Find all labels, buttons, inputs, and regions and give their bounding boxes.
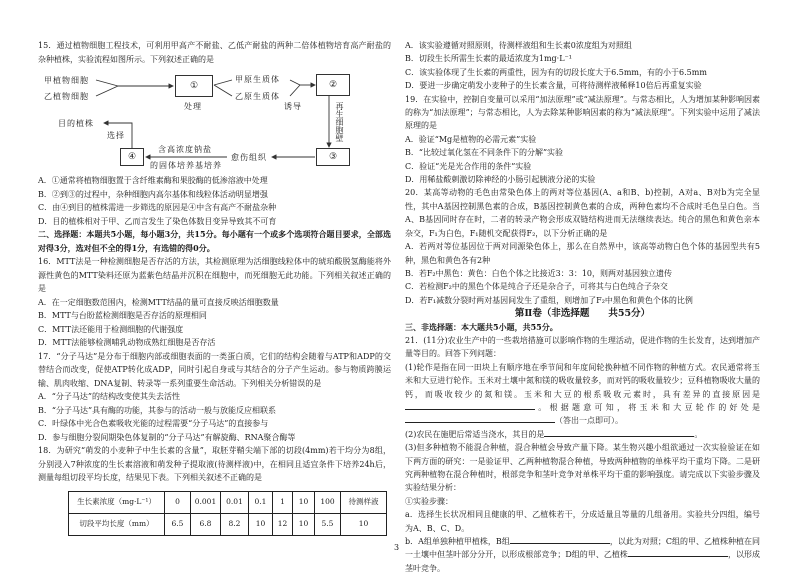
q20-option-c: C．若检测F₂中的黑色个体是纯合子还是杂合子，可将其与白色纯合子杂交 — [405, 282, 668, 292]
connector-plant-b — [96, 86, 118, 96]
q18-option-c: C．该实验体现了生长素的两重性，因为有的切段长度大于6.5mm，有的小于6.5mm — [405, 67, 707, 77]
table-cell: 100 — [315, 491, 341, 513]
part-2-heading: 第Ⅱ卷（非选择题 共55分） — [514, 308, 651, 320]
right-column — [405, 39, 761, 573]
q15-option-a: A．①通常将植物细胞置于含纤维素酶和果胶酶的低渗溶液中处理 — [38, 176, 268, 185]
answer-blank — [510, 535, 610, 544]
table-cell: 6.5 — [165, 513, 191, 535]
label-proto-a: 甲原生质体 — [235, 75, 280, 84]
label-plant-b: 乙植物细胞 — [44, 92, 89, 101]
table-cell: 12 — [273, 513, 293, 535]
connector-proto-b — [290, 85, 300, 96]
connector-proto-a — [290, 80, 300, 85]
table-cell: 10 — [293, 491, 315, 513]
label-proto-b: 乙原生质体 — [235, 92, 280, 101]
q18-stem: 18．为研究“萌发的小麦种子中生长素的含量”，取胚芽鞘尖端下部的切段(4mm)若干均分为8组，分别浸入7种浓度的生长素溶液和萌发种子提取液(待测样液)中，在相同且适宜条件下培养24h后，测量每组切段平均长度，结果见下表。下列相关叙述不正确的是 — [38, 446, 391, 482]
label-treat: 处理 — [184, 102, 202, 111]
q15-stem: 15．通过植物细胞工程技术，可利用甲高产不耐盐、乙低产耐盐的两种二倍体植物培育高产耐盐的杂种植株，实验流程如图所示。下列叙述正确的是 — [38, 41, 391, 64]
q21-steps-label: ①实验步骤： — [405, 496, 453, 506]
table-cell: 10 — [293, 513, 315, 535]
q21-part1-text: (1)轮作是指在同一田块上有顺序地在季节间和年度间轮换种植不同作物的种植方式。农民通常将玉米和大豆进行轮作。玉米对土壤中氮和镁的吸收量较多，而对钙的吸收量较少；豆科植物吸收大量的钙，而吸收较少的氮和镁。玉米和大豆的根系吸收元素时，具有差异的直接原因是 — [405, 362, 760, 399]
section-3-instructions: 三、非选择题：本大题共5小题，共55分。 — [405, 321, 558, 332]
q17-option-b: B．“分子马达”具有酶的功能，其参与的活动一般与放能反应相联系 — [38, 405, 277, 415]
q18-results-table — [68, 491, 387, 536]
q21-step-b-text: b．A组单独种植甲植株，B组 — [405, 537, 510, 547]
table-cell: 0 — [165, 491, 191, 513]
table-cell: 8.2 — [221, 513, 249, 535]
connector-plant-a — [96, 80, 118, 86]
q20-stem: 20．某高等动物的毛色由常染色体上的两对等位基因(A、a和B、b)控制，A对a、B对b为完全显性，其中A基因控制黑色素的合成，B基因控制黄色素的合成，两种色素均不合成时毛色呈白色。当A、B基因同时存在时，二者的转录产物会形成双链结构进而无法继续表达。纯合的黑色和黄色亲本杂交，F₁为白色，F₁随机交配获得F₂，以下分析正确的是 — [405, 188, 760, 238]
label-callus: 愈伤组织 — [231, 153, 267, 162]
table-cell: 待测样液 — [341, 491, 387, 513]
label-target-plant: 目的植株 — [58, 119, 94, 128]
connector-box1-proto-b — [214, 85, 232, 96]
table-cell: 10 — [249, 513, 273, 535]
table-cell: 0.01 — [221, 491, 249, 513]
q19-option-d: D．用稀盐酸刺激切除神经的小肠引起胰液分泌的实验 — [405, 175, 596, 185]
q16-option-c: C．MTT法还能用于检测细胞的代谢强度 — [38, 324, 184, 334]
answer-blank — [405, 414, 555, 423]
left-column — [38, 39, 391, 544]
q16-option-d: D．MTT法能够检测哺乳动物成熟红细胞是否存活 — [38, 338, 216, 347]
q16-option-b: B．MTT与台盼蓝检测细胞是否存活的原理相同 — [38, 311, 207, 320]
table-row-length — [69, 513, 387, 535]
q19-option-c: C．验证“光是光合作用的条件”实验 — [405, 161, 532, 171]
table-cell: 6.8 — [191, 513, 221, 535]
q21-stem: 21．(11分)农业生产中的一些栽培措施可以影响作物的生理活动，促进作物的生长发育，达到增加产量等目的。回答下列问题： — [405, 335, 760, 359]
q20-option-b: B．若F₂中黑色：黄色：白色个体之比接近3：3：10，则两对基因独立遗传 — [405, 268, 672, 278]
step-box-3: ③ — [316, 148, 350, 166]
connector-box1-proto-a — [214, 80, 232, 85]
q19-stem: 19．在实验中，控制自变量可以采用“加法原理”或“减法原理”。与常态相比，人为增加某种影响因素的称为“加法原理”；与常态相比，人为去除某种影响因素的称为“减法原理”。下列实验中运用了减法原理的是 — [405, 94, 760, 131]
step-box-4: ④ — [120, 148, 144, 166]
q18-option-d: D．要进一步确定萌发小麦种子的生长素含量，可将待测样液稀释10倍后再重复实验 — [405, 81, 702, 91]
q21-part-2 — [405, 428, 760, 441]
label-medium-line2: 的固体培养基培养 — [150, 161, 222, 170]
q19-option-b: B．“比较过氧化氢在不同条件下的分解”实验 — [405, 148, 564, 158]
q21-step-b — [405, 535, 760, 575]
q21-step-b-text: ，以此为对照；C组的甲、乙植株种植在同一土壤中但茎叶部分分开，以形成根部竞争；D组的甲、乙植株 — [405, 537, 761, 560]
answer-blank — [628, 548, 728, 557]
q21-part2-text: 。 — [694, 429, 703, 439]
q17-option-a: A．“分子马达”的结构改变使其失去活性 — [38, 392, 180, 401]
table-cell: 0.1 — [249, 491, 273, 513]
table-cell: 1 — [273, 491, 293, 513]
q15-option-d: D．目的植株相对于甲、乙而言发生了染色体数目变异导致其不可育 — [38, 216, 277, 226]
q18-option-a: A．该实验遵循对照原则，待测样液组和生长素0浓度组为对照组 — [405, 41, 632, 50]
answer-blank — [544, 428, 694, 437]
q21-part1-text: 。根据题意可知，将玉米和大豆轮作的好处是 — [535, 402, 760, 412]
q19-option-a: A．验证“Mg是植物的必需元素”实验 — [405, 134, 537, 144]
row-header-length: 切段平均长度（mm） — [69, 513, 165, 535]
label-plant-a: 甲植物细胞 — [44, 76, 89, 85]
q15-flow-diagram — [38, 68, 358, 172]
step-box-2: ② — [316, 74, 350, 96]
q21-part-3-intro: (3)但多种植物不能混合种植，混合种植会导致产量下降。某生物兴趣小组欲通过一次实验验证在如下两方面的研究：一是验证甲、乙两种植物混合种植，导致两种植物的单株平均干重均下降。二是研究两种植物在混合种植时，根部竞争和茎叶竞争对单株平均干重的影响强度。请完成以下实验步骤及实验结果分析： — [405, 443, 760, 493]
label-medium-line1: 含高浓度钠盐 — [158, 145, 212, 154]
row-header-concentration: 生长素浓度（mg·L⁻¹） — [69, 491, 165, 513]
q21-part2-text: (2)农民在施肥后常适当浇水，其目的是 — [405, 429, 545, 439]
q17-option-c: C．叶绿体中光合色素吸收光能的过程需要“分子马达”的直接参与 — [38, 419, 269, 428]
q17-stem: 17．“分子马达”是分布于细胞内部或细胞表面的一类蛋白质，它们的结构会随着与ATP和ADP的交替结合而改变，促使ATP转化成ADP，同时引起自身或与其结合的分子产生运动。参与物质跨膜运输、肌肉收缩、DNA复制、转录等一系列重要生命活动。下列相关分析错误的是 — [38, 351, 391, 388]
q18-option-b: B．切段生长所需生长素的最适浓度为1mg·L⁻¹ — [405, 54, 572, 64]
table-cell: 0.001 — [191, 491, 221, 513]
step-box-1: ① — [175, 75, 213, 97]
label-induce: 诱导 — [284, 102, 302, 111]
q15-option-c: C．由④到目的植株需进一步筛选的原因是④中含有高产不耐盐杂种 — [38, 203, 277, 212]
label-select: 选择 — [107, 131, 125, 140]
q21-step-b-text: ，以形成茎叶竞争。 — [405, 550, 760, 573]
q20-option-d: D．若F₁减数分裂时两对基因间发生了重组，则增加了F₂中黑色和黄色个体的比例 — [405, 295, 693, 305]
q21-step-a: a．选择生长状况相同且健康的甲、乙植株若干，分成适量且等量的几组备用。实验共分四组，编号为A、B、C、D。 — [405, 510, 760, 533]
q21-part-1 — [405, 361, 760, 428]
q15-option-b: B．②到③的过程中，杂种细胞内高尔基体和线粒体活动明显增强 — [38, 189, 268, 199]
label-regen-wall: 再生细胞壁 — [335, 102, 344, 142]
answer-blank — [405, 401, 535, 410]
q16-stem: 16．MTT法是一种检测细胞是否存活的方法，其检测原理为活细胞线粒体中的琥珀酸脱氢酶能将外源性黄色的MTT染料还原为蓝紫色结晶并沉积在细胞中，而死细胞无此功能。下列相关叙述正确的是 — [38, 257, 391, 293]
page-number: 3 — [394, 543, 400, 552]
section-2-instructions: 二、选择题：本题共5小题，每小题3分，共15分。每小题有一个或多个选项符合题目要求，全部选对得3分，选对但不全的得1分，有选错的得0分。 — [38, 229, 391, 253]
table-row-concentration — [69, 491, 387, 513]
q17-option-d: D．参与细胞分裂间期染色体复制的“分子马达”有解旋酶、RNA聚合酶等 — [38, 432, 296, 442]
q21-part1-text: （答出一点即可）。 — [555, 416, 623, 426]
q20-option-a: A．若两对等位基因位于两对同源染色体上，那么在自然界中，该高等动物白色个体的基因型共有5种，黑色和黄色各有2种 — [405, 242, 760, 265]
table-cell: 10 — [341, 513, 387, 535]
q16-option-a: A．在一定细胞数范围内，检测MTT结晶的量可直接反映活细胞数量 — [38, 297, 279, 307]
table-cell: 5.5 — [315, 513, 341, 535]
